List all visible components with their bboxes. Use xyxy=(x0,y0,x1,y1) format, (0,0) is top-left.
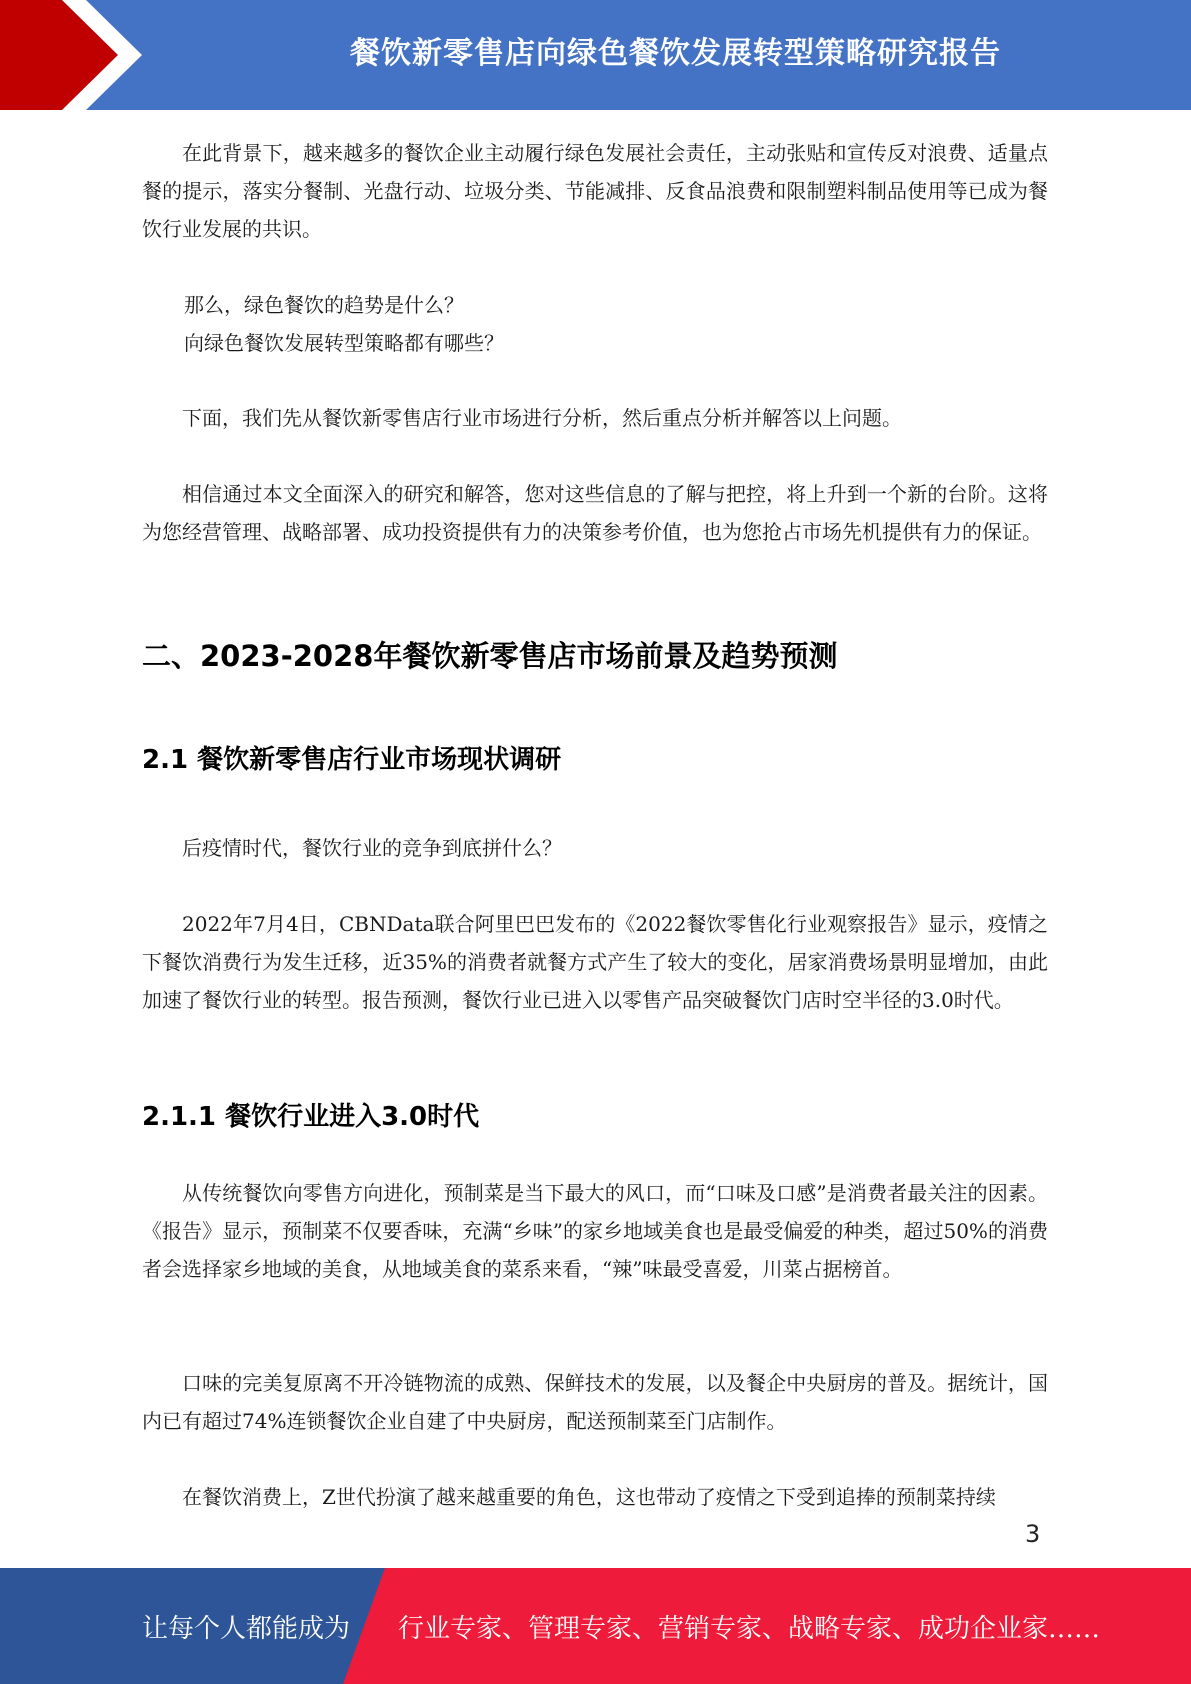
chevron-arrow-icon xyxy=(0,0,160,110)
paragraph-post-epidemic: 后疫情时代，餐饮行业的竞争到底拼什么？ xyxy=(182,836,562,860)
subsection-heading-2-1-1: 2.1.1 餐饮行业进入3.0时代 xyxy=(142,1102,480,1132)
paragraph-question-2: 向绿色餐饮发展转型策略都有哪些？ xyxy=(184,331,504,355)
paragraph-genz: 在餐饮消费上，Z世代扮演了越来越重要的角色，这也带动了疫情之下受到追捧的预制菜持续 xyxy=(182,1485,996,1509)
subsection-heading-2-1: 2.1 餐饮新零售店行业市场现状调研 xyxy=(142,745,562,775)
footer-banner xyxy=(0,1568,1191,1684)
paragraph-evolve: 从传统餐饮向零售方向进化，预制菜是当下最大的风口，而“口味及口感”是消费者最关注的因素。《报告》显示，预制菜不仅要香味，充满“乡味”的家乡地域美食也是最受偏爱的种类，超过50%的消费者会选择家乡地域的美食，从地域美食的菜系来看，“辣”味最受喜爱，川菜占据榜首。 xyxy=(142,1181,1048,1281)
document-title: 餐饮新零售店向绿色餐饮发展转型策略研究报告 xyxy=(350,36,1001,71)
section-heading-2: 二、2023-2028年餐饮新零售店市场前景及趋势预测 xyxy=(142,639,838,673)
paragraph-taste: 口味的完美复原离不开冷链物流的成熟、保鲜技术的发展，以及餐企中央厨房的普及。据统计，国内已有超过74%连锁餐饮企业自建了中央厨房，配送预制菜至门店制作。 xyxy=(142,1371,1048,1433)
page-number: 3 xyxy=(1025,1520,1041,1548)
footer-slogan-right: 行业专家、管理专家、营销专家、战略专家、成功企业家…… xyxy=(398,1613,1101,1644)
paragraph-intro: 在此背景下，越来越多的餐饮企业主动履行绿色发展社会责任，主动张贴和宣传反对浪费、适量点餐的提示，落实分餐制、光盘行动、垃圾分类、节能减排、反食品浪费和限制塑料制品使用等已成为餐饮行业发展的共识。 xyxy=(142,141,1048,241)
paragraph-next: 下面，我们先从餐饮新零售店行业市场进行分析，然后重点分析并解答以上问题。 xyxy=(182,406,902,430)
paragraph-believe: 相信通过本文全面深入的研究和解答，您对这些信息的了解与把控，将上升到一个新的台阶。这将为您经营管理、战略部署、成功投资提供有力的决策参考价值，也为您抢占市场先机提供有力的保证。 xyxy=(142,482,1048,544)
footer-slogan-left: 让每个人都能成为 xyxy=(142,1613,351,1644)
paragraph-question-1: 那么，绿色餐饮的趋势是什么？ xyxy=(184,293,464,317)
header-banner xyxy=(0,0,1191,110)
paragraph-report: 2022年7月4日，CBNData联合阿里巴巴发布的《2022餐饮零售化行业观察报告》显示，疫情之下餐饮消费行为发生迁移，近35%的消费者就餐方式产生了较大的变化，居家消费场景明显增加，由此加速了餐饮行业的转型。报告预测，餐饮行业已进入以零售产品突破餐饮门店时空半径的3.0时代。 xyxy=(142,912,1048,1012)
